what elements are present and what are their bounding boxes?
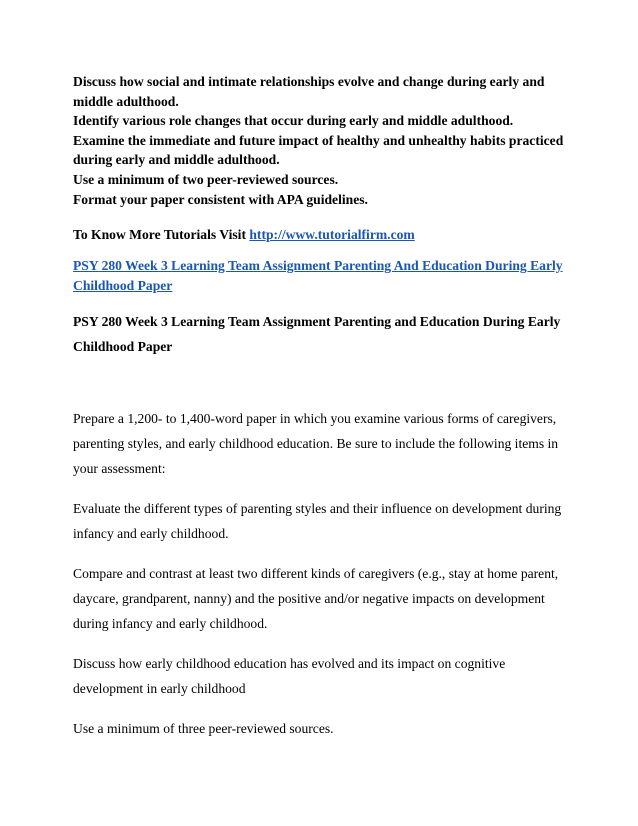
tutorialfirm-link[interactable]: http://www.tutorialfirm.com: [249, 227, 415, 243]
paragraph: Use a minimum of three peer-reviewed sources.: [73, 721, 334, 737]
objective-item: Discuss how social and intimate relationships evolve and change during early and middle adulthood.: [73, 74, 545, 109]
document-page: [73, 72, 573, 741]
visit-line: [73, 225, 573, 244]
visit-prefix: To Know More Tutorials Visit: [73, 227, 250, 243]
paragraph: Prepare a 1,200- to 1,400-word paper in which you examine various forms of caregivers, parenting styles, and early childhood education. Be sure to include the following items in your assessment:: [73, 411, 559, 477]
paragraph: Discuss how early childhood education has evolved and its impact on cognitive development in early childhood: [73, 656, 506, 697]
paragraph: Evaluate the different types of parenting styles and their influence on development during infancy and early childhood.: [73, 501, 562, 542]
assignment-title: PSY 280 Week 3 Learning Team Assignment Parenting and Education During Early Childhood Paper: [73, 314, 561, 355]
objectives-list: [73, 72, 573, 209]
objective-item: Identify various role changes that occur during early and middle adulthood.: [73, 113, 514, 129]
assignment-link[interactable]: PSY 280 Week 3 Learning Team Assignment Parenting And Education During Early Childhood Paper: [73, 258, 563, 293]
paragraph: Compare and contrast at least two different kinds of caregivers (e.g., stay at home parent, daycare, grandparent, nanny) and the positive and/or negative impacts on development during infancy and early childhood.: [73, 566, 559, 632]
objective-item: Use a minimum of two peer-reviewed sources.: [73, 171, 339, 187]
objective-item: Format your paper consistent with APA guidelines.: [73, 191, 368, 207]
objective-item: Examine the immediate and future impact of healthy and unhealthy habits practiced during early and middle adulthood.: [73, 132, 564, 168]
